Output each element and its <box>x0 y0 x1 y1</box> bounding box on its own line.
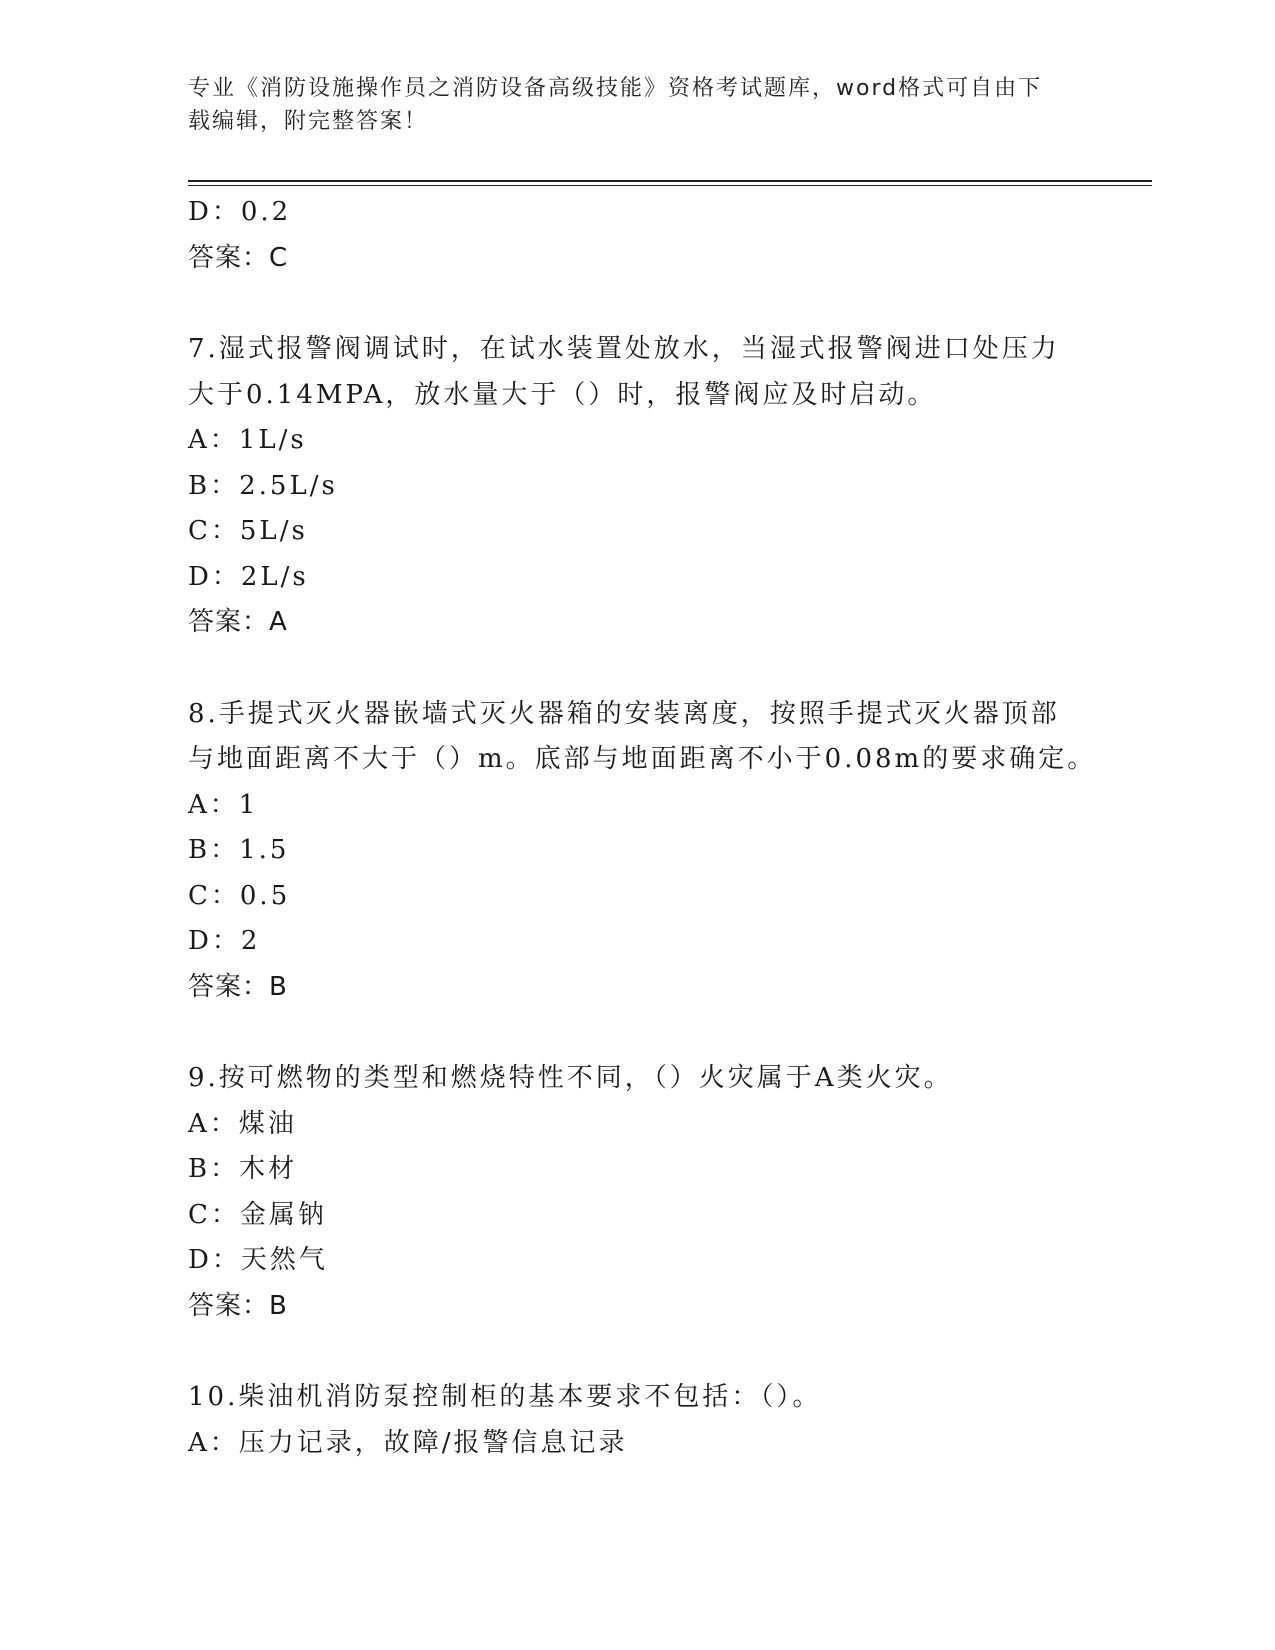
option-d: D：2 <box>188 926 261 956</box>
option-b: B：木材 <box>188 1154 298 1184</box>
answer: 答案：A <box>188 607 288 637</box>
option-c: C：5L/s <box>188 516 308 546</box>
answer: 答案：B <box>188 971 288 1002</box>
question-content <box>188 190 1097 1466</box>
option-d: D：2L/s <box>188 561 309 592</box>
question-gap <box>188 281 1088 327</box>
option-c: C：金属钠 <box>188 1199 327 1230</box>
question-text: 与地面距离不大于（）m。底部与地面距离不小于0.08m的要求确定。 <box>188 744 1097 774</box>
option-c: C：0.5 <box>188 880 291 911</box>
option-b: B：2.5L/s <box>188 470 338 501</box>
option-a: A：压力记录，故障/报警信息记录 <box>188 1427 628 1458</box>
option-a: A：1 <box>188 789 259 820</box>
question-text: 10.柴油机消防泵控制柜的基本要求不包括：（）。 <box>188 1382 822 1412</box>
option-d: D：天然气 <box>188 1245 328 1275</box>
answer: 答案：B <box>188 1290 288 1321</box>
question-text: 7.湿式报警阀调试时，在试水装置处放水，当湿式报警阀进口处压力 <box>188 334 1060 364</box>
question-10 <box>188 1375 1088 1466</box>
question-gap <box>188 646 1088 692</box>
question-gap <box>188 1329 1088 1375</box>
header-rule-thick <box>188 180 1152 182</box>
option-a: A：1L/s <box>188 425 307 455</box>
question-text: 大于0.14MPA，放水量大于（）时，报警阀应及时启动。 <box>188 379 937 410</box>
prev-answer: 答案：C <box>188 242 289 273</box>
question-text: 8.手提式灭火器嵌墙式灭火器箱的安装离度，按照手提式灭火器顶部 <box>188 698 1060 729</box>
header-rule-thin <box>188 185 1152 186</box>
option-b: B：1.5 <box>188 835 290 865</box>
question-gap <box>188 1010 1088 1056</box>
option-a: A：煤油 <box>188 1108 297 1139</box>
header-line-2: 载编辑，附完整答案！ <box>188 109 429 134</box>
question-text: 9.按可燃物的类型和燃烧特性不同，（）火灾属于A类火灾。 <box>188 1063 953 1093</box>
question-7 <box>188 327 1088 646</box>
prev-option-d: D：0.2 <box>188 197 292 227</box>
header-line-1: 专业《消防设施操作员之消防设备高级技能》资格考试题库，word格式可自由下 <box>188 76 1043 101</box>
document-header <box>188 72 1088 138</box>
question-9 <box>188 1056 1088 1329</box>
question-8 <box>188 692 1097 1011</box>
